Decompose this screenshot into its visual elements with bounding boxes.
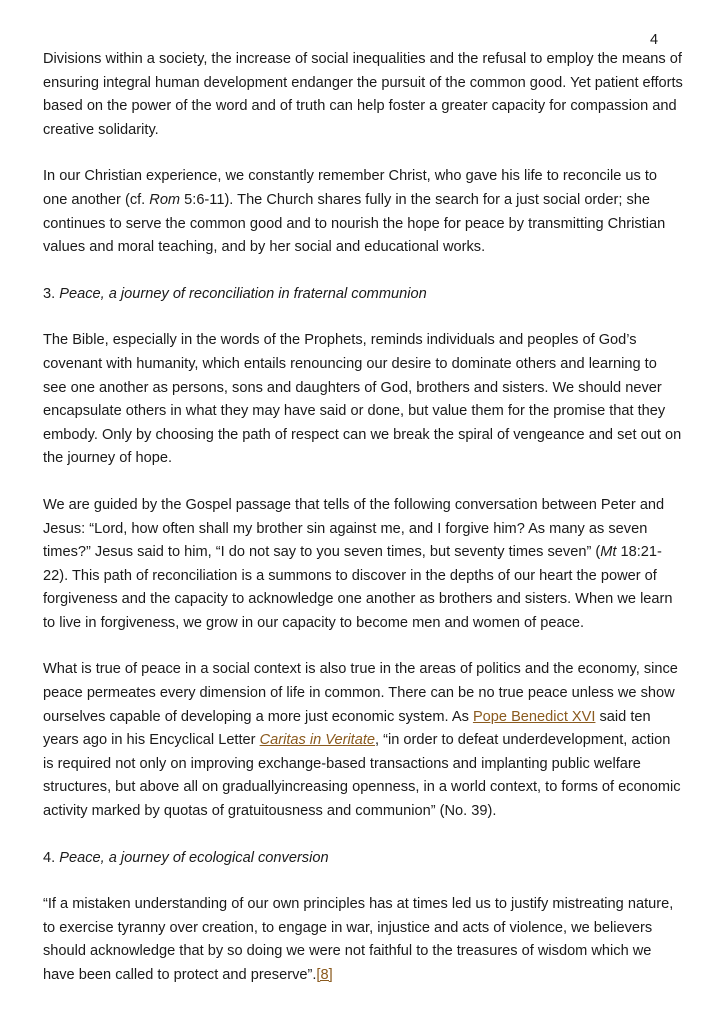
paragraph-quote-nature — [43, 893, 683, 987]
paragraph-text: “If a mistaken understanding of our own principles has at times led us to justify mistreating nature, to exercise tyranny over creation, to engage in war, injustice and acts of violence, we believers should acknowledge that by so doing we were not faithful to the treasures of wisdom which we have been called to protect and preserve”. — [43, 896, 674, 983]
paragraph-divisions — [43, 48, 683, 142]
scripture-book-ref: Mt — [600, 544, 617, 561]
section-heading-4 — [43, 847, 683, 871]
footnote-link[interactable]: [8] — [316, 967, 333, 983]
section-heading-3 — [43, 283, 683, 307]
paragraph-text: The Bible, especially in the words of the Prophets, reminds individuals and peoples of God’s covenant with humanity, which entails renouncing our desire to dominate others and learning to see one another as persons, sons and daughters of God, brothers and sisters. We should never encapsulate others in what they may have said or done, but value them for the promise that they embody. Only by choosing the path of respect can we break the spiral of vengeance and set out on the journey of hope. — [43, 332, 682, 467]
paragraph-text: In our Christian experience, we constantly remember Christ, who gave his life to reconcile us to one another (cf. — [43, 168, 658, 208]
page-number: 4 — [650, 32, 659, 48]
pope-benedict-link[interactable]: Pope Benedict XVI — [472, 708, 596, 725]
paragraph-text: said ten years ago in his Encyclical Letter — [43, 708, 651, 749]
scripture-book-ref: Rom — [149, 191, 181, 208]
paragraph-text: Divisions within a society, the increase of social inequalities and the refusal to employ the means of ensuring integral human development endanger the pursuit of the common good. Yet patient efforts based on the power of the word and of truth can help foster a greater capacity for compassion and creative solidarity. — [43, 51, 683, 138]
paragraph-peace-economy — [43, 658, 683, 823]
paragraph-christian-experience — [43, 165, 683, 259]
paragraph-text: We are guided by the Gospel passage that tells of the following conversation between Peter and Jesus: “Lord, how often shall my brother sin against me, and I forgive him? As many as seven times?” Jesus said to him, “I do not say to you seven times, but seventy times seven” ( — [43, 496, 665, 561]
section-title: Peace, a journey of ecological conversion — [59, 849, 329, 866]
section-number: 4. — [43, 849, 60, 866]
paragraph-gospel — [43, 494, 683, 636]
paragraph-bible — [43, 329, 683, 471]
section-number: 3. — [43, 285, 60, 302]
document-body — [43, 48, 683, 1011]
paragraph-text: 5:6-11). The Church shares fully in the search for a just social order; she continues to serve the common good and to nourish the hope for peace by transmitting Christian values and moral teaching, and by her social and educational works. — [43, 191, 666, 256]
section-title: Peace, a journey of reconciliation in fraternal communion — [59, 285, 427, 302]
paragraph-text: 18:21-22). This path of reconciliation is a summons to discover in the depths of our heart the power of forgiveness and the capacity to acknowledge one another as brothers and sisters. When we learn to live in forgiveness, we grow in our capacity to become men and women of peace. — [43, 544, 673, 631]
caritas-in-veritate-link[interactable]: Caritas in Veritate — [259, 732, 376, 749]
paragraph-text: , “in order to defeat underdevelopment, action is required not only on improving exchange-based transactions and implanting public welfare structures, but above all on graduallyincreasing openness, in a world context, to forms of economic activity marked by quotas of gratuitousness and communion” (No. 39). — [43, 732, 681, 820]
paragraph-text: What is true of peace in a social context is also true in the areas of politics and the economy, since peace permeates every dimension of life in common. There can be no true peace unless we show ourselves capable of developing a more just economic system. As — [43, 661, 678, 725]
